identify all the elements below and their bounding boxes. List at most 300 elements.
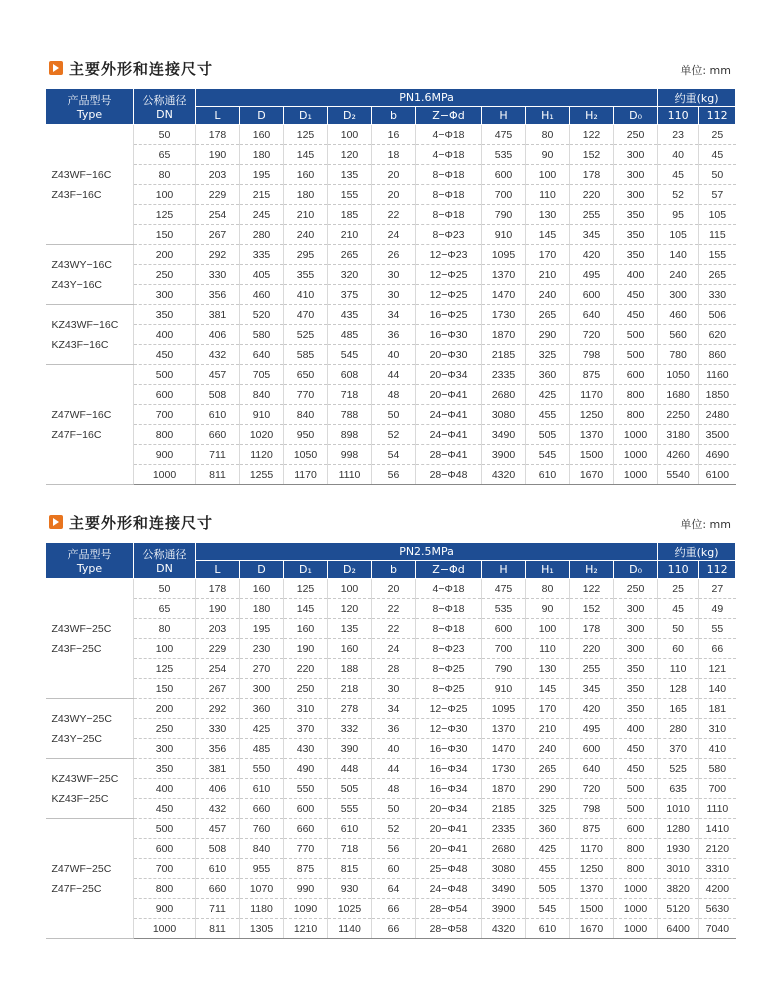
model-name: Z43WF−25C xyxy=(51,622,112,635)
value-cell: 610 xyxy=(196,859,240,879)
value-cell: 310 xyxy=(699,719,736,739)
value-cell: 800 xyxy=(614,385,658,405)
value-cell: 245 xyxy=(240,205,284,225)
value-cell: 1050 xyxy=(658,365,699,385)
value-cell: 705 xyxy=(240,365,284,385)
value-cell: 475 xyxy=(482,579,526,599)
value-cell: 229 xyxy=(196,185,240,205)
table-row xyxy=(46,265,736,285)
value-cell: 28−Φ58 xyxy=(416,919,482,939)
model-name: KZ43WF−25C xyxy=(51,772,119,785)
header-col: b xyxy=(372,561,416,579)
table-row xyxy=(46,225,736,245)
value-cell: 508 xyxy=(196,385,240,405)
header-model-line: Type xyxy=(76,562,103,575)
value-cell: 145 xyxy=(526,225,570,245)
value-cell: 650 xyxy=(284,365,328,385)
value-cell: 350 xyxy=(614,205,658,225)
dn-cell: 450 xyxy=(134,345,196,365)
section-header xyxy=(45,512,731,534)
dn-cell: 150 xyxy=(134,225,196,245)
value-cell: 420 xyxy=(570,245,614,265)
value-cell: 660 xyxy=(284,819,328,839)
value-cell: 432 xyxy=(196,345,240,365)
value-cell: 24−Φ48 xyxy=(416,879,482,899)
value-cell: 25−Φ48 xyxy=(416,859,482,879)
value-cell: 375 xyxy=(328,285,372,305)
section-title: 主要外形和连接尺寸 xyxy=(69,60,214,78)
value-cell: 280 xyxy=(240,225,284,245)
value-cell: 45 xyxy=(658,165,699,185)
value-cell: 420 xyxy=(570,699,614,719)
table-row xyxy=(46,739,736,759)
value-cell: 178 xyxy=(196,579,240,599)
value-cell: 292 xyxy=(196,699,240,719)
value-cell: 66 xyxy=(372,899,416,919)
value-cell: 12−Φ25 xyxy=(416,265,482,285)
value-cell: 55 xyxy=(699,619,736,639)
value-cell: 7040 xyxy=(699,919,736,939)
value-cell: 381 xyxy=(196,759,240,779)
dn-cell: 1000 xyxy=(134,465,196,485)
value-cell: 218 xyxy=(328,679,372,699)
value-cell: 600 xyxy=(570,739,614,759)
section-title: 主要外形和连接尺寸 xyxy=(69,514,214,532)
table-row xyxy=(46,245,736,265)
value-cell: 640 xyxy=(570,305,614,325)
value-cell: 8−Φ25 xyxy=(416,679,482,699)
table-row xyxy=(46,445,736,465)
value-cell: 800 xyxy=(614,839,658,859)
value-cell: 66 xyxy=(699,639,736,659)
table-row xyxy=(46,619,736,639)
value-cell: 860 xyxy=(699,345,736,365)
value-cell: 3490 xyxy=(482,425,526,445)
value-cell: 1170 xyxy=(570,385,614,405)
header-col: D xyxy=(240,107,284,125)
dn-cell: 100 xyxy=(134,185,196,205)
model-cell xyxy=(46,759,134,819)
header-pressure: PN1.6MPa xyxy=(196,89,658,107)
value-cell: 610 xyxy=(196,405,240,425)
value-cell: 1000 xyxy=(614,445,658,465)
value-cell: 840 xyxy=(240,839,284,859)
value-cell: 4260 xyxy=(658,445,699,465)
value-cell: 300 xyxy=(614,639,658,659)
value-cell: 22 xyxy=(372,619,416,639)
model-name: Z43F−16C xyxy=(51,188,102,201)
value-cell: 508 xyxy=(196,839,240,859)
table-row xyxy=(46,285,736,305)
value-cell: 660 xyxy=(196,425,240,445)
value-cell: 350 xyxy=(614,679,658,699)
header-dn-line: 公称通径 xyxy=(142,94,187,107)
value-cell: 450 xyxy=(614,285,658,305)
value-cell: 203 xyxy=(196,165,240,185)
value-cell: 100 xyxy=(526,165,570,185)
value-cell: 332 xyxy=(328,719,372,739)
header-model-line: 产品型号 xyxy=(67,548,112,561)
value-cell: 325 xyxy=(526,799,570,819)
value-cell: 450 xyxy=(614,759,658,779)
value-cell: 1500 xyxy=(570,445,614,465)
value-cell: 535 xyxy=(482,145,526,165)
value-cell: 278 xyxy=(328,699,372,719)
value-cell: 950 xyxy=(284,425,328,445)
value-cell: 170 xyxy=(526,245,570,265)
value-cell: 345 xyxy=(570,225,614,245)
value-cell: 28 xyxy=(372,659,416,679)
value-cell: 45 xyxy=(658,599,699,619)
value-cell: 525 xyxy=(658,759,699,779)
dn-cell: 100 xyxy=(134,639,196,659)
table-row xyxy=(46,385,736,405)
value-cell: 310 xyxy=(284,699,328,719)
value-cell: 360 xyxy=(240,699,284,719)
value-cell: 3080 xyxy=(482,859,526,879)
value-cell: 455 xyxy=(526,859,570,879)
value-cell: 457 xyxy=(196,365,240,385)
value-cell: 350 xyxy=(614,225,658,245)
value-cell: 220 xyxy=(284,659,328,679)
value-cell: 2680 xyxy=(482,385,526,405)
value-cell: 660 xyxy=(196,879,240,899)
value-cell: 300 xyxy=(614,619,658,639)
value-cell: 160 xyxy=(284,619,328,639)
header-model-line: 产品型号 xyxy=(67,94,112,107)
value-cell: 215 xyxy=(240,185,284,205)
value-cell: 3310 xyxy=(699,859,736,879)
value-cell: 600 xyxy=(482,619,526,639)
value-cell: 1000 xyxy=(614,919,658,939)
value-cell: 188 xyxy=(328,659,372,679)
value-cell: 185 xyxy=(328,205,372,225)
value-cell: 4−Φ18 xyxy=(416,579,482,599)
dimension-table xyxy=(45,542,736,939)
value-cell: 36 xyxy=(372,719,416,739)
value-cell: 4−Φ18 xyxy=(416,145,482,165)
value-cell: 12−Φ23 xyxy=(416,245,482,265)
value-cell: 18 xyxy=(372,145,416,165)
value-cell: 505 xyxy=(526,879,570,899)
value-cell: 330 xyxy=(196,719,240,739)
value-cell: 815 xyxy=(328,859,372,879)
value-cell: 23 xyxy=(658,125,699,145)
value-cell: 457 xyxy=(196,819,240,839)
value-cell: 1670 xyxy=(570,465,614,485)
value-cell: 930 xyxy=(328,879,372,899)
value-cell: 760 xyxy=(240,819,284,839)
value-cell: 840 xyxy=(284,405,328,425)
value-cell: 700 xyxy=(482,639,526,659)
value-cell: 410 xyxy=(284,285,328,305)
dn-cell: 65 xyxy=(134,145,196,165)
dn-cell: 50 xyxy=(134,579,196,599)
value-cell: 44 xyxy=(372,365,416,385)
value-cell: 660 xyxy=(240,799,284,819)
value-cell: 30 xyxy=(372,679,416,699)
value-cell: 1170 xyxy=(284,465,328,485)
value-cell: 145 xyxy=(284,145,328,165)
value-cell: 8−Φ18 xyxy=(416,619,482,639)
value-cell: 160 xyxy=(240,579,284,599)
value-cell: 770 xyxy=(284,385,328,405)
header-col: H₂ xyxy=(570,561,614,579)
table-row xyxy=(46,759,736,779)
value-cell: 128 xyxy=(658,679,699,699)
value-cell: 8−Φ18 xyxy=(416,185,482,205)
value-cell: 20 xyxy=(372,165,416,185)
value-cell: 195 xyxy=(240,619,284,639)
value-cell: 1280 xyxy=(658,819,699,839)
value-cell: 545 xyxy=(328,345,372,365)
value-cell: 635 xyxy=(658,779,699,799)
value-cell: 5630 xyxy=(699,899,736,919)
value-cell: 330 xyxy=(699,285,736,305)
value-cell: 1670 xyxy=(570,919,614,939)
value-cell: 1370 xyxy=(482,719,526,739)
model-name: Z43WY−25C xyxy=(51,712,112,725)
value-cell: 1095 xyxy=(482,699,526,719)
value-cell: 1305 xyxy=(240,919,284,939)
value-cell: 50 xyxy=(699,165,736,185)
value-cell: 16−Φ34 xyxy=(416,759,482,779)
value-cell: 220 xyxy=(570,185,614,205)
model-name: KZ43F−16C xyxy=(51,338,109,351)
value-cell: 255 xyxy=(570,659,614,679)
value-cell: 300 xyxy=(614,145,658,165)
value-cell: 1470 xyxy=(482,285,526,305)
value-cell: 2335 xyxy=(482,819,526,839)
value-cell: 290 xyxy=(526,779,570,799)
value-cell: 432 xyxy=(196,799,240,819)
value-cell: 800 xyxy=(614,405,658,425)
value-cell: 50 xyxy=(372,405,416,425)
dn-cell: 700 xyxy=(134,859,196,879)
value-cell: 3490 xyxy=(482,879,526,899)
value-cell: 145 xyxy=(284,599,328,619)
table-row xyxy=(46,899,736,919)
value-cell: 28−Φ41 xyxy=(416,445,482,465)
table-row xyxy=(46,859,736,879)
table-row xyxy=(46,599,736,619)
value-cell: 500 xyxy=(614,779,658,799)
value-cell: 1000 xyxy=(614,899,658,919)
header-dn xyxy=(134,543,196,579)
value-cell: 455 xyxy=(526,405,570,425)
value-cell: 1870 xyxy=(482,779,526,799)
value-cell: 210 xyxy=(328,225,372,245)
value-cell: 545 xyxy=(526,445,570,465)
value-cell: 495 xyxy=(570,719,614,739)
header-col: D₀ xyxy=(614,107,658,125)
value-cell: 3180 xyxy=(658,425,699,445)
value-cell: 110 xyxy=(526,185,570,205)
model-name: Z47F−25C xyxy=(51,882,102,895)
value-cell: 26 xyxy=(372,245,416,265)
dn-cell: 300 xyxy=(134,285,196,305)
value-cell: 450 xyxy=(614,305,658,325)
value-cell: 460 xyxy=(658,305,699,325)
dimension-table xyxy=(45,88,736,485)
value-cell: 90 xyxy=(526,599,570,619)
table-row xyxy=(46,839,736,859)
value-cell: 1730 xyxy=(482,305,526,325)
value-cell: 24 xyxy=(372,639,416,659)
value-cell: 80 xyxy=(526,579,570,599)
value-cell: 485 xyxy=(240,739,284,759)
dn-cell: 50 xyxy=(134,125,196,145)
value-cell: 600 xyxy=(614,819,658,839)
value-cell: 711 xyxy=(196,445,240,465)
arrow-right-icon xyxy=(49,515,63,529)
value-cell: 475 xyxy=(482,125,526,145)
value-cell: 195 xyxy=(240,165,284,185)
value-cell: 265 xyxy=(526,759,570,779)
value-cell: 100 xyxy=(328,579,372,599)
value-cell: 8−Φ18 xyxy=(416,165,482,185)
value-cell: 155 xyxy=(699,245,736,265)
header-weight: 约重(kg) xyxy=(658,89,736,107)
header-col: H₁ xyxy=(526,561,570,579)
value-cell: 110 xyxy=(658,659,699,679)
value-cell: 290 xyxy=(526,325,570,345)
value-cell: 910 xyxy=(482,679,526,699)
value-cell: 255 xyxy=(570,205,614,225)
header-dn-line: 公称通径 xyxy=(142,548,187,561)
value-cell: 140 xyxy=(658,245,699,265)
model-name: Z47WF−25C xyxy=(51,862,112,875)
dn-cell: 900 xyxy=(134,899,196,919)
value-cell: 875 xyxy=(570,365,614,385)
value-cell: 2480 xyxy=(699,405,736,425)
dn-cell: 125 xyxy=(134,205,196,225)
value-cell: 360 xyxy=(526,365,570,385)
dn-cell: 350 xyxy=(134,759,196,779)
value-cell: 178 xyxy=(570,619,614,639)
value-cell: 555 xyxy=(328,799,372,819)
table-row xyxy=(46,325,736,345)
value-cell: 875 xyxy=(284,859,328,879)
value-cell: 410 xyxy=(699,739,736,759)
value-cell: 1730 xyxy=(482,759,526,779)
value-cell: 60 xyxy=(658,639,699,659)
header-weight: 约重(kg) xyxy=(658,543,736,561)
dn-cell: 500 xyxy=(134,819,196,839)
value-cell: 160 xyxy=(328,639,372,659)
value-cell: 720 xyxy=(570,779,614,799)
header-dn xyxy=(134,89,196,125)
header-model-line: Type xyxy=(76,108,103,121)
value-cell: 400 xyxy=(614,719,658,739)
value-cell: 8−Φ18 xyxy=(416,205,482,225)
value-cell: 448 xyxy=(328,759,372,779)
value-cell: 1010 xyxy=(658,799,699,819)
model-name: Z43Y−16C xyxy=(51,278,102,291)
value-cell: 485 xyxy=(328,325,372,345)
table-row xyxy=(46,345,736,365)
value-cell: 1250 xyxy=(570,405,614,425)
value-cell: 5120 xyxy=(658,899,699,919)
value-cell: 36 xyxy=(372,325,416,345)
value-cell: 34 xyxy=(372,305,416,325)
value-cell: 1410 xyxy=(699,819,736,839)
header-col: Z−Φd xyxy=(416,107,482,125)
header-weight-col: 110 xyxy=(658,561,699,579)
value-cell: 20−Φ41 xyxy=(416,839,482,859)
value-cell: 16−Φ30 xyxy=(416,325,482,345)
header-col: Z−Φd xyxy=(416,561,482,579)
value-cell: 178 xyxy=(196,125,240,145)
value-cell: 350 xyxy=(614,699,658,719)
value-cell: 60 xyxy=(372,859,416,879)
table-row xyxy=(46,405,736,425)
table-row xyxy=(46,919,736,939)
model-cell xyxy=(46,699,134,759)
dn-cell: 200 xyxy=(134,699,196,719)
value-cell: 1500 xyxy=(570,899,614,919)
value-cell: 100 xyxy=(328,125,372,145)
value-cell: 550 xyxy=(240,759,284,779)
value-cell: 425 xyxy=(526,839,570,859)
table-row xyxy=(46,125,736,145)
value-cell: 229 xyxy=(196,639,240,659)
value-cell: 1370 xyxy=(570,425,614,445)
header-dn-line: DN xyxy=(156,108,173,121)
value-cell: 4320 xyxy=(482,919,526,939)
value-cell: 1000 xyxy=(614,465,658,485)
header-weight-col: 112 xyxy=(699,107,736,125)
value-cell: 30 xyxy=(372,265,416,285)
value-cell: 700 xyxy=(699,779,736,799)
value-cell: 720 xyxy=(570,325,614,345)
header-weight-col: 112 xyxy=(699,561,736,579)
header-col: L xyxy=(196,107,240,125)
value-cell: 12−Φ25 xyxy=(416,285,482,305)
dn-cell: 800 xyxy=(134,879,196,899)
value-cell: 52 xyxy=(658,185,699,205)
table-row xyxy=(46,679,736,699)
value-cell: 170 xyxy=(526,699,570,719)
dn-cell: 600 xyxy=(134,839,196,859)
value-cell: 811 xyxy=(196,919,240,939)
value-cell: 52 xyxy=(372,819,416,839)
value-cell: 295 xyxy=(284,245,328,265)
value-cell: 254 xyxy=(196,659,240,679)
table-row xyxy=(46,799,736,819)
dn-cell: 600 xyxy=(134,385,196,405)
value-cell: 90 xyxy=(526,145,570,165)
value-cell: 1110 xyxy=(328,465,372,485)
dn-cell: 700 xyxy=(134,405,196,425)
value-cell: 1140 xyxy=(328,919,372,939)
value-cell: 34 xyxy=(372,699,416,719)
dn-cell: 350 xyxy=(134,305,196,325)
value-cell: 135 xyxy=(328,165,372,185)
value-cell: 1170 xyxy=(570,839,614,859)
value-cell: 180 xyxy=(284,185,328,205)
value-cell: 240 xyxy=(526,739,570,759)
value-cell: 405 xyxy=(240,265,284,285)
header-pressure: PN2.5MPa xyxy=(196,543,658,561)
value-cell: 1110 xyxy=(699,799,736,819)
value-cell: 95 xyxy=(658,205,699,225)
value-cell: 240 xyxy=(526,285,570,305)
value-cell: 140 xyxy=(699,679,736,699)
value-cell: 585 xyxy=(284,345,328,365)
value-cell: 8−Φ18 xyxy=(416,599,482,619)
model-name: Z43Y−25C xyxy=(51,732,102,745)
